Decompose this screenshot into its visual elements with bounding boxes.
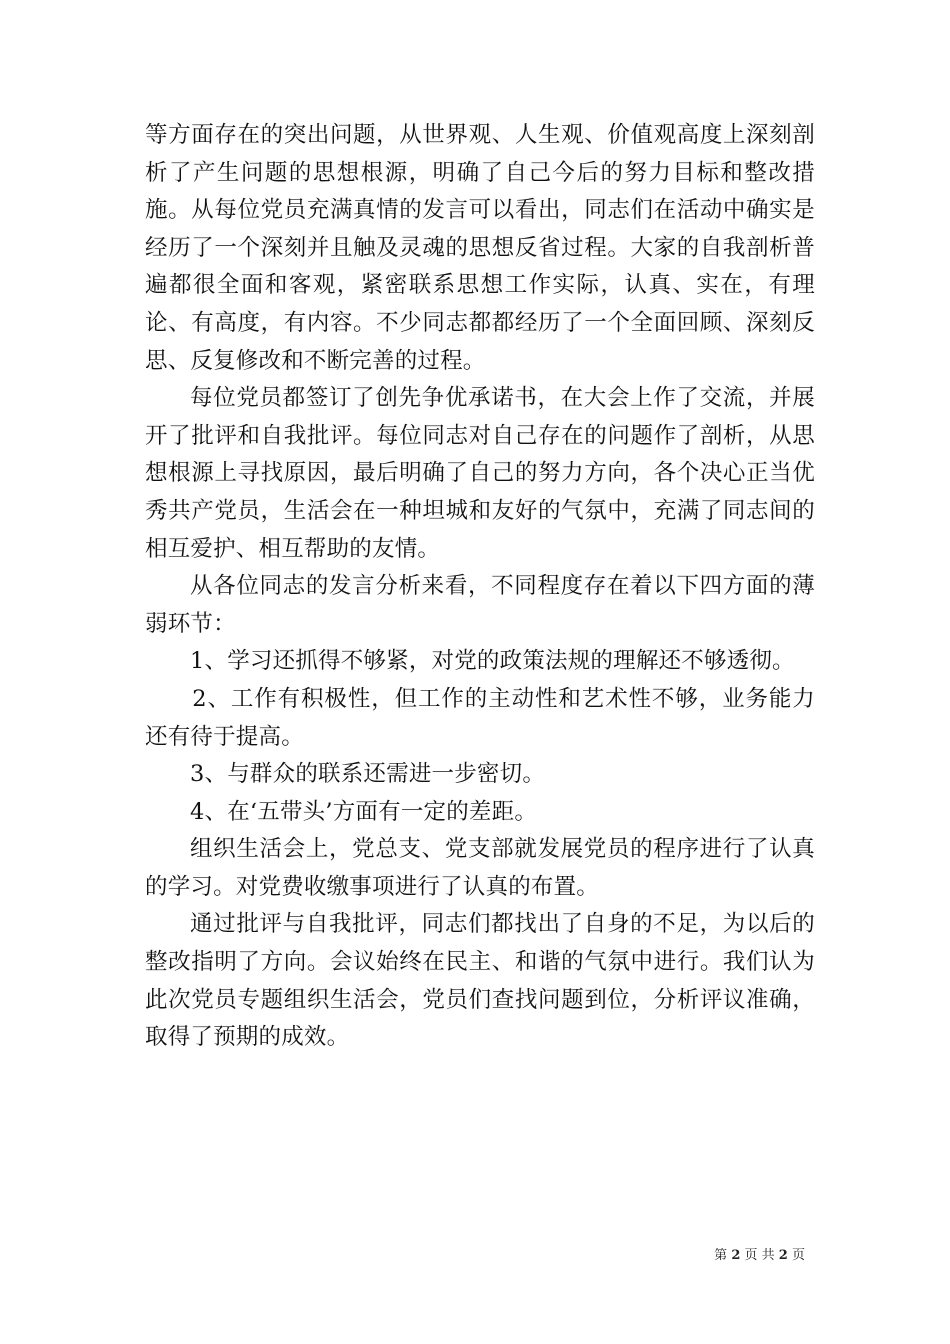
list-item-3: 3、与群众的联系还需进一步密切。 xyxy=(190,761,546,788)
footer-total-pages: 2 xyxy=(778,1248,788,1263)
footer-current-page: 2 xyxy=(731,1248,741,1263)
list-item-2: 2、工作有积极性，但工作的主动性和艺术性不够，业务能力还有待于提高。 xyxy=(145,685,815,750)
list-item-1: 1、学习还抓得不够紧，对党的政策法规的理解还不够透彻。 xyxy=(190,648,795,675)
footer-prefix: 第 xyxy=(714,1248,728,1263)
paragraph-weaknesses-intro: 从各位同志的发言分析来看，不同程度存在着以下四方面的薄弱环节： xyxy=(145,573,815,637)
footer-suffix: 页 xyxy=(791,1248,805,1263)
paragraph-organization: 组织生活会上，党总支、党支部就发展党员的程序进行了认真的学习。对党费收缴事项进行了认真的布置。 xyxy=(145,836,815,900)
paragraph-conclusion: 通过批评与自我批评，同志们都找出了自身的不足，为以后的整改指明了方向。会议始终在民主、和谐的气氛中进行。我们认为此次党员专题组织生活会，党员们查找问题到位，分析评议准确，取得了预期的成效。 xyxy=(145,911,815,1051)
paragraph-continued: 等方面存在的突出问题，从世界观、人生观、价值观高度上深刻剖析了产生问题的思想根源，明确了自己今后的努力目标和整改措施。从每位党员充满真情的发言可以看出，同志们在活动中确实是经历了一个深刻并且触及灵魂的思想反省过程。大家的自我剖析普遍都很全面和客观，紧密联系思想工作实际，认真、实在，有理论、有高度，有内容。不少同志都都经历了一个全面回顾、深刻反思、反复修改和不断完善的过程。 xyxy=(145,122,815,374)
page-number-footer xyxy=(714,1244,805,1263)
document-body xyxy=(145,117,815,1057)
paragraph-commitment: 每位党员都签订了创先争优承诺书，在大会上作了交流，并展开了批评和自我批评。每位同志对自己存在的问题作了剖析，从思想根源上寻找原因，最后明确了自己的努力方向，各个决心正当优秀共产党员，生活会在一种坦城和友好的气氛中，充满了同志间的相互爱护、相互帮助的友情。 xyxy=(145,385,815,562)
footer-middle: 页 共 xyxy=(744,1248,775,1263)
list-item-4: 4、在‘五带头’方面有一定的差距。 xyxy=(190,798,538,825)
